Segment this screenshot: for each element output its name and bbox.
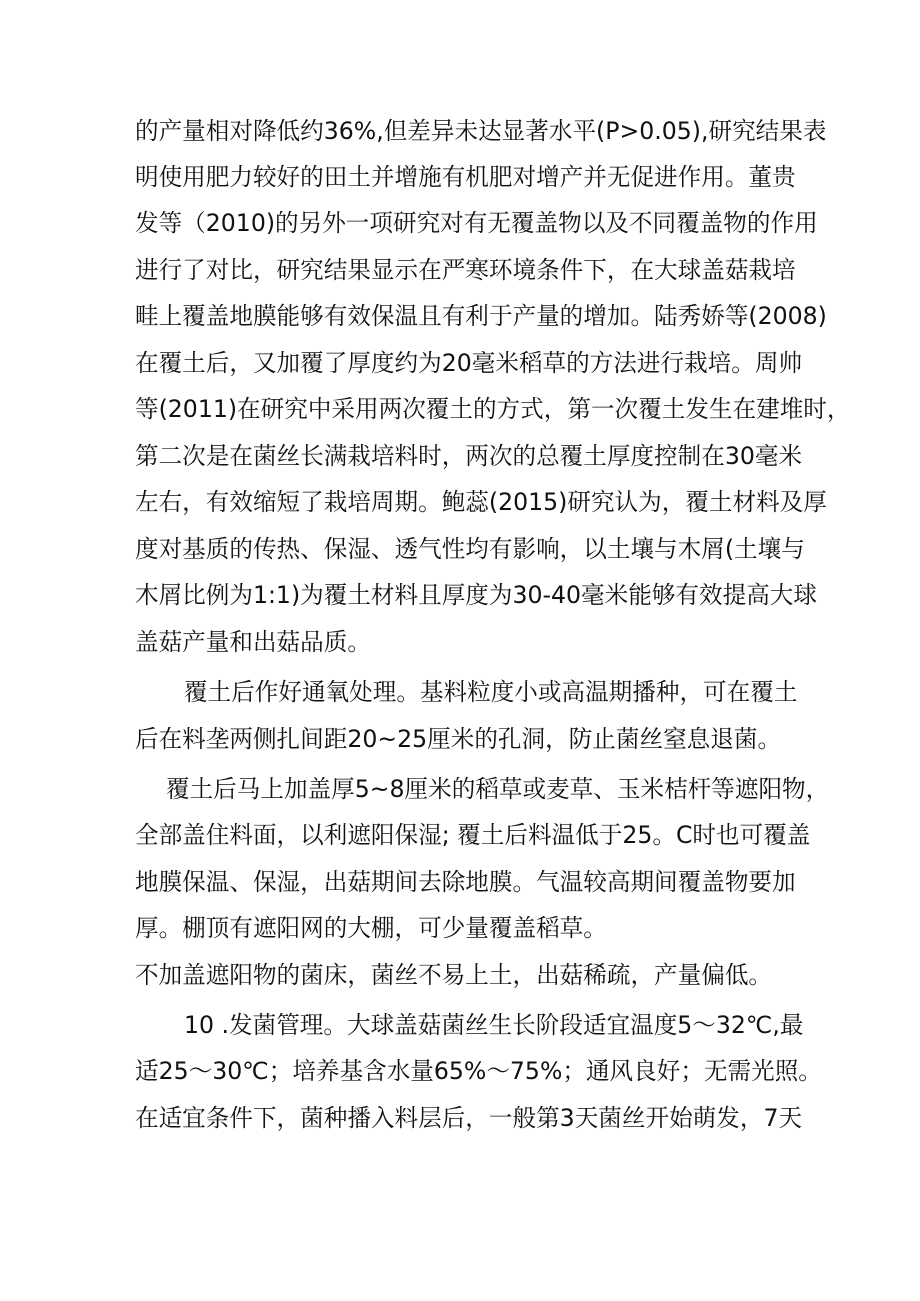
- text-line: 发等（2010)的另外一项研究对有无覆盖物以及不同覆盖物的作用: [135, 209, 818, 237]
- text-line: 第二次是在菌丝长满栽培料时，两次的总覆土厚度控制在30毫米: [135, 442, 803, 470]
- text-line: 左右，有效缩短了栽培周期。鲍蕊(2015)研究认为，覆土材料及厚: [135, 488, 827, 516]
- text-line: 不加盖遮阳物的菌床，菌丝不易上土，出菇稀疏，产量偏低。: [135, 961, 773, 989]
- text-line: 适25～30℃；培养基含水量65%～75%；通风良好；无需光照。: [135, 1057, 822, 1085]
- text-line: 全部盖住料面，以利遮阳保湿; 覆土后料温低于25。C时也可覆盖: [135, 821, 811, 849]
- text-line: 畦上覆盖地膜能够有效保温且有利于产量的增加。陆秀娇等(2008): [135, 302, 827, 330]
- text-line: 进行了对比，研究结果显示在严寒环境条件下，在大球盖菇栽培: [135, 256, 796, 284]
- text-line: 盖菇产量和出菇品质。: [135, 628, 371, 656]
- text-line: 度对基质的传热、保湿、透气性均有影响，以土壤与木屑(土壤与: [135, 535, 805, 563]
- text-line: 10 .发菌管理。大球盖菇菌丝生长阶段适宜温度5～32℃,最: [184, 1011, 804, 1039]
- text-line: 覆土后马上加盖厚5~8厘米的稻草或麦草、玉米桔杆等遮阳物，: [166, 775, 830, 803]
- text-line: 在适宜条件下，菌种播入料层后，一般第3天菌丝开始萌发，7天: [135, 1104, 803, 1132]
- text-line: 覆土后作好通氧处理。基料粒度小或高温期播种，可在覆土: [184, 678, 798, 706]
- text-line: 后在料垄两侧扎间距20~25厘米的孔洞，防止菌丝窒息退菌。: [135, 725, 782, 753]
- text-line: 木屑比例为1:1)为覆土材料且厚度为30-40毫米能够有效提高大球: [135, 581, 817, 609]
- text-line: 明使用肥力较好的田土并增施有机肥对增产并无促进作用。董贵: [135, 163, 796, 191]
- text-line: 等(2011)在研究中采用两次覆土的方式，第一次覆土发生在建堆时，: [135, 395, 851, 423]
- text-line: 厚。棚顶有遮阳网的大棚，可少量覆盖稻草。: [135, 914, 607, 942]
- text-line: 在覆土后，又加覆了厚度约为20毫米稻草的方法进行栽培。周帅: [135, 349, 803, 377]
- text-line: 地膜保温、保湿，出菇期间去除地膜。气温较高期间覆盖物要加: [135, 868, 796, 896]
- text-line: 的产量相对降低约36%,但差异未达显著水平(P>0.05),研究结果表: [135, 117, 827, 145]
